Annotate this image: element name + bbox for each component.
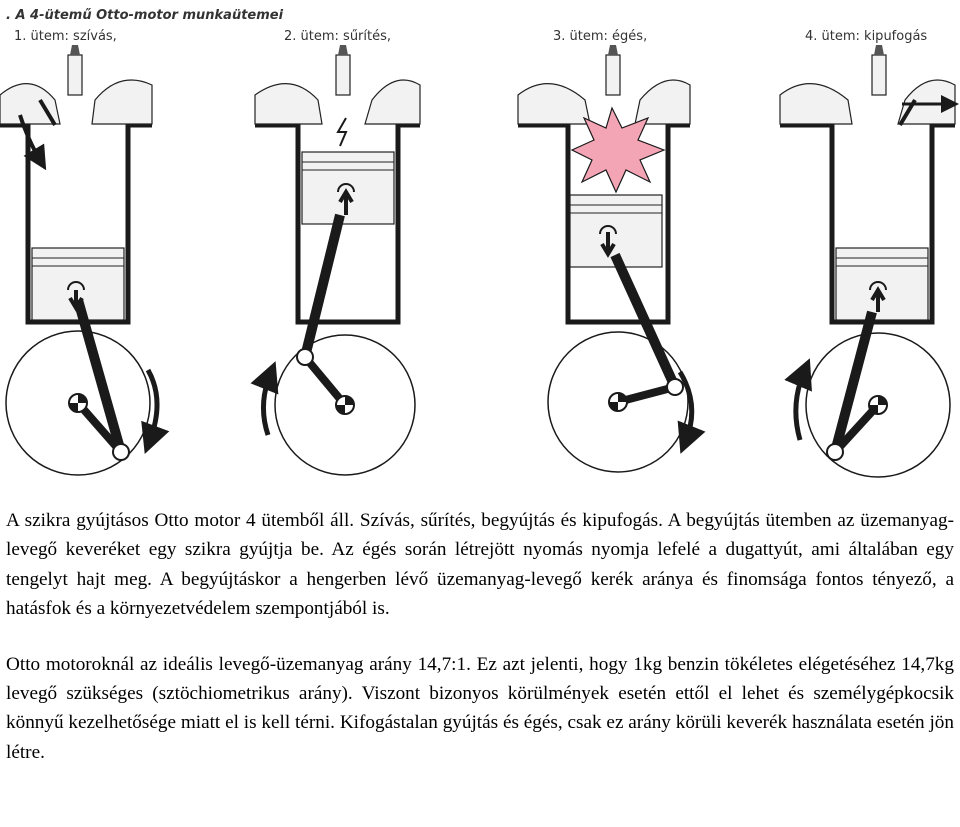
paragraph-2: Otto motoroknál az ideális levegő-üzemanyag arány 14,7:1. Ez azt jelenti, hogy 1kg benzin tökéletes elégetéséhez 14,7kg levegő szükséges (sztöchiometrikus arány). Viszont bizonyos körülmények esetén ettől el lehet és személygépkocsik könnyű kezelhetősége miatt el is kell térni. Kifogástalan gyújtás és égés, csak ez arány körüli keverék használata esetén jön létre. bbox=[6, 653, 954, 763]
stroke-4-label: 4. ütem: kipufogás bbox=[805, 29, 928, 44]
spark-plug bbox=[606, 55, 620, 95]
spark-plug bbox=[872, 55, 886, 95]
rotation-arrow-icon bbox=[796, 372, 804, 440]
paragraph-1: A szikra gyújtásos Otto motor 4 ütemből áll. Szívás, sűrítés, begyújtás és kipufogás. A begyújtás ütemben az üzemanyag-levegő keveréket egy szikra gyújtja be. Az égés során létrejött nyomás nyomja lefelé a dugattyút, ami általában egy tengelyt hajt meg. A begyújtáskor a hengerben lévő üzemanyag-levegő kerék aránya és finomsága fontos tényező, a hatásfok és a környezetvédelem szempontjából is. bbox=[6, 510, 954, 620]
spark-plug bbox=[336, 55, 350, 95]
stroke-3-illustration bbox=[518, 45, 692, 472]
stroke-3-label: 3. ütem: égés, bbox=[553, 29, 648, 44]
stroke-2-illustration bbox=[255, 45, 420, 475]
stroke-1-label: 1. ütem: szívás, bbox=[14, 29, 117, 44]
stroke-4-illustration bbox=[780, 45, 955, 477]
figure-title: . A 4-ütemű Otto-motor munkaütemei bbox=[6, 8, 284, 23]
body-text bbox=[6, 506, 954, 767]
spark-icon bbox=[338, 118, 346, 146]
rotation-arrow-icon bbox=[263, 375, 270, 435]
stroke-2-label: 2. ütem: sűrítés, bbox=[284, 29, 392, 44]
stroke-1-illustration bbox=[0, 45, 157, 475]
spark-plug bbox=[68, 55, 82, 95]
